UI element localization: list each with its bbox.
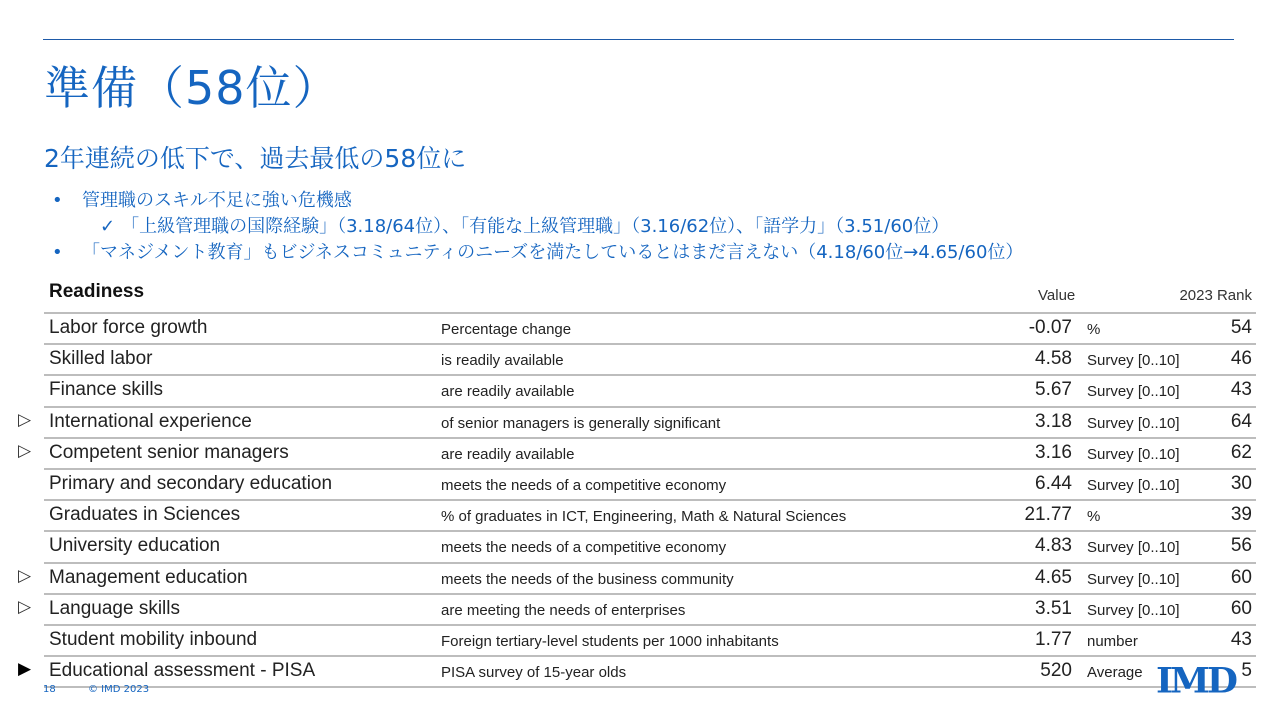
- indicator-name: Skilled labor: [49, 348, 153, 370]
- indicator-description: are readily available: [441, 445, 575, 463]
- table-title: Readiness: [49, 281, 145, 302]
- indicator-description: is readily available: [441, 352, 564, 370]
- top-divider: [43, 39, 1234, 40]
- indicator-description: are meeting the needs of enterprises: [441, 601, 686, 619]
- indicator-value: 1.77: [1035, 628, 1072, 650]
- table-row: [18, 595, 1256, 626]
- sub-bullet-text: 「上級管理職の国際経験」（3.18/64位）、「有能な上級管理職」（3.16/62位）、「語学力」（3.51/60位）: [121, 216, 950, 237]
- table-row: [18, 408, 1256, 439]
- indicator-unit: Survey [0..10]: [1087, 476, 1180, 494]
- triangle-marker-icon: ▷: [18, 565, 32, 585]
- indicator-description: % of graduates in ICT, Engineering, Math & Natural Sciences: [441, 508, 847, 526]
- bullet-marker: •: [52, 242, 63, 263]
- check-icon: ✓: [100, 216, 116, 237]
- indicator-value: 4.58: [1035, 348, 1072, 370]
- slide-subtitle: 2年連続の低下で、過去最低の58位に: [44, 144, 467, 173]
- indicator-unit: number: [1087, 632, 1138, 650]
- indicator-rank: 62: [1230, 441, 1252, 463]
- indicator-description: are readily available: [441, 383, 575, 401]
- indicator-value: 5.67: [1035, 379, 1072, 401]
- indicator-unit: Survey [0..10]: [1087, 352, 1180, 370]
- indicator-value: 4.83: [1035, 535, 1072, 557]
- indicator-unit: Survey [0..10]: [1087, 601, 1180, 619]
- indicator-value: 21.77: [1024, 504, 1072, 526]
- indicator-description: Foreign tertiary-level students per 1000 inhabitants: [441, 632, 779, 650]
- indicator-description: meets the needs of a competitive economy: [441, 539, 727, 557]
- indicator-unit: Survey [0..10]: [1087, 383, 1180, 401]
- indicator-value: 3.18: [1035, 410, 1072, 432]
- bullet-list: [52, 188, 1023, 266]
- bullet-text: 「マネジメント教育」もビジネスコミュニティのニーズを満たしているとはまだ言えない（4.18/60位→4.65/60位）: [82, 242, 1024, 263]
- indicator-rank: 60: [1230, 597, 1252, 619]
- table-row: [44, 501, 1256, 532]
- indicator-name: International experience: [49, 410, 252, 432]
- indicator-unit: Survey [0..10]: [1087, 445, 1180, 463]
- indicator-unit: Survey [0..10]: [1087, 414, 1180, 432]
- table-row: [18, 439, 1256, 470]
- table-row: [44, 470, 1256, 501]
- indicator-name: Language skills: [49, 597, 180, 619]
- indicator-unit: Survey [0..10]: [1087, 570, 1180, 588]
- indicator-description: of senior managers is generally significant: [441, 414, 721, 432]
- page-number: 18: [43, 684, 56, 695]
- indicator-unit: %: [1087, 321, 1101, 338]
- bullet-item: [52, 188, 1023, 214]
- indicator-value: 6.44: [1035, 472, 1072, 494]
- indicator-description: Percentage change: [441, 321, 572, 338]
- indicator-name: Graduates in Sciences: [49, 504, 241, 526]
- indicator-name: Educational assessment - PISA: [49, 660, 316, 682]
- indicator-rank: 56: [1230, 535, 1252, 557]
- indicator-rank: 64: [1230, 410, 1252, 432]
- indicator-unit: %: [1087, 508, 1101, 526]
- indicator-value: 4.65: [1035, 566, 1072, 588]
- indicator-unit: Average: [1087, 664, 1143, 682]
- value-column-header: Value: [1038, 287, 1076, 304]
- indicator-name: Student mobility inbound: [49, 628, 258, 650]
- table-row: [44, 312, 1256, 345]
- indicator-rank: 30: [1230, 472, 1252, 494]
- indicator-description: PISA survey of 15-year olds: [441, 664, 627, 682]
- table-row: [18, 564, 1256, 595]
- bullet-text: 管理職のスキル不足に強い危機感: [82, 190, 352, 211]
- slide-title: 準備（58位）: [44, 61, 340, 115]
- table-body: [0, 312, 1280, 688]
- indicator-rank: 60: [1230, 566, 1252, 588]
- indicator-value: 520: [1040, 660, 1072, 682]
- indicator-description: meets the needs of the business community: [441, 570, 734, 588]
- table-row: [44, 532, 1256, 563]
- indicator-name: Competent senior managers: [49, 441, 289, 463]
- indicator-rank: 43: [1230, 628, 1252, 650]
- indicator-unit: Survey [0..10]: [1087, 539, 1180, 557]
- table-row: [44, 376, 1256, 407]
- filled-triangle-icon: ▶: [18, 659, 32, 679]
- indicator-rank: 46: [1230, 348, 1252, 370]
- indicator-rank: 54: [1230, 317, 1252, 338]
- indicator-value: 3.51: [1035, 597, 1072, 619]
- indicator-name: Management education: [49, 566, 248, 588]
- sub-bullet-item: [52, 214, 1023, 240]
- indicator-value: -0.07: [1028, 317, 1072, 338]
- indicator-rank: 43: [1230, 379, 1252, 401]
- indicator-name: University education: [49, 535, 221, 557]
- imd-logo: IMD: [1156, 661, 1235, 701]
- triangle-marker-icon: ▷: [18, 596, 32, 616]
- triangle-marker-icon: ▷: [18, 440, 32, 460]
- copyright: © IMD 2023: [88, 684, 150, 695]
- table-row: [18, 657, 1256, 688]
- indicator-rank: 39: [1230, 504, 1252, 526]
- table-row: [44, 345, 1256, 376]
- triangle-marker-icon: ▷: [18, 409, 32, 429]
- indicator-name: Primary and secondary education: [49, 472, 333, 494]
- indicator-description: meets the needs of a competitive economy: [441, 476, 727, 494]
- indicator-value: 3.16: [1035, 441, 1072, 463]
- indicator-rank: 5: [1241, 660, 1252, 682]
- indicator-name: Labor force growth: [49, 317, 208, 338]
- rank-column-header: 2023 Rank: [1179, 287, 1252, 304]
- bullet-marker: •: [52, 190, 63, 211]
- indicator-name: Finance skills: [49, 379, 164, 401]
- table-row: [44, 626, 1256, 657]
- bullet-item: [52, 240, 1023, 266]
